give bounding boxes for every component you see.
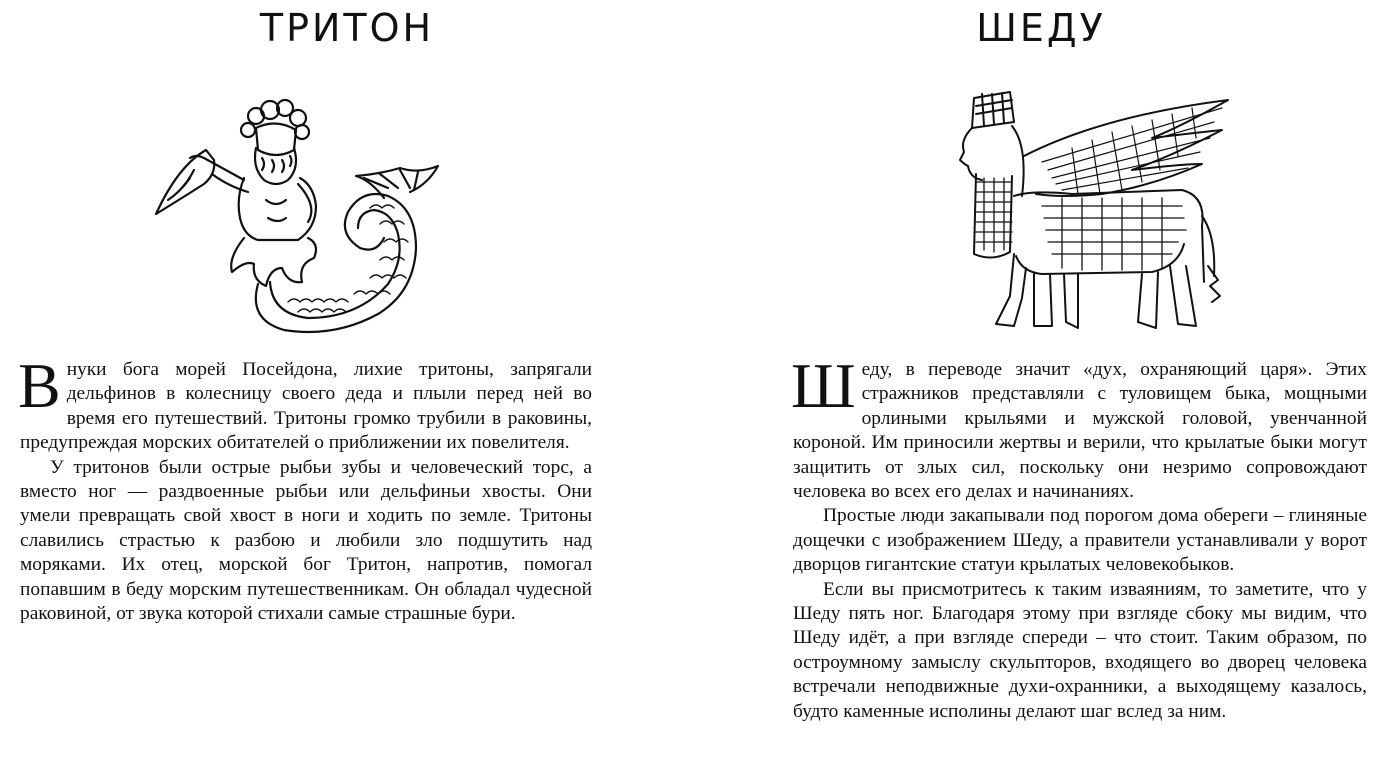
shedu-winged-bull-illustration: [952, 86, 1232, 338]
paragraph: Шеду, в переводе значит «дух, охраняющий царя». Этих стражников представляли с туловищем быка, мощными орлиными крыльями и мужской головой, увенчанной короной. Им приносили жертвы и верили, что крылатые быки могут защитить от злых сил, поскольку они незримо сопровождают человека во всех его делах и начинаниях.: [791, 350, 1367, 503]
triton-merman-illustration: [148, 88, 448, 338]
page-title-triton: ТРИТОН: [259, 6, 435, 50]
right-page: [694, 0, 1388, 772]
paragraph: Если вы присмотритесь к таким изваяниям, то заметите, что у Шеду пять ног. Благодаря этому при взгляде сбоку мы видим, что Шеду идёт, а при взгляде спереди – что стоит. Таким образом, по остроумному замыслу скульпторов, входящего во дворец человека встречали неподвижные духи-охранники, а выходящему казалось, будто каменные исполины делают шаг вслед за ним.: [793, 578, 1367, 722]
triton-article-text: [18, 350, 592, 626]
paragraph: Простые люди закапывали под порогом дома обереги – глиняные дощечки с изображением Шеду, а правители устанавливали у ворот дворцов гигантские статуи крылатых человекобыков.: [793, 505, 1367, 576]
paragraph: Внуки бога морей Посейдона, лихие тритоны, запрягали дельфинов в колесницу своего деда и плыли перед ней во время его путешествий. Тритоны громко трубили в раковины, предупреждая морских обитателей о приближении их повелителя.: [18, 350, 592, 454]
drop-cap: В: [18, 350, 61, 421]
paragraph: У тритонов были острые рыбьи зубы и человеческий торс, а вместо ног — раздвоенные рыбьи или дельфиньи хвосты. Они умели превращать свой хвост в ноги и ходить по земле. Тритоны славились страстью к разбою и любили зло подшутить над моряками. Их отец, морской бог Тритон, напротив, помогал попавшим в беду морским путешественникам. Он обладал чудесной раковиной, от звука которой стихали самые страшные бури.: [20, 456, 592, 625]
drop-cap: Ш: [791, 350, 856, 421]
shedu-article-text: [791, 350, 1367, 724]
page-title-shedu: ШЕДУ: [976, 6, 1106, 50]
